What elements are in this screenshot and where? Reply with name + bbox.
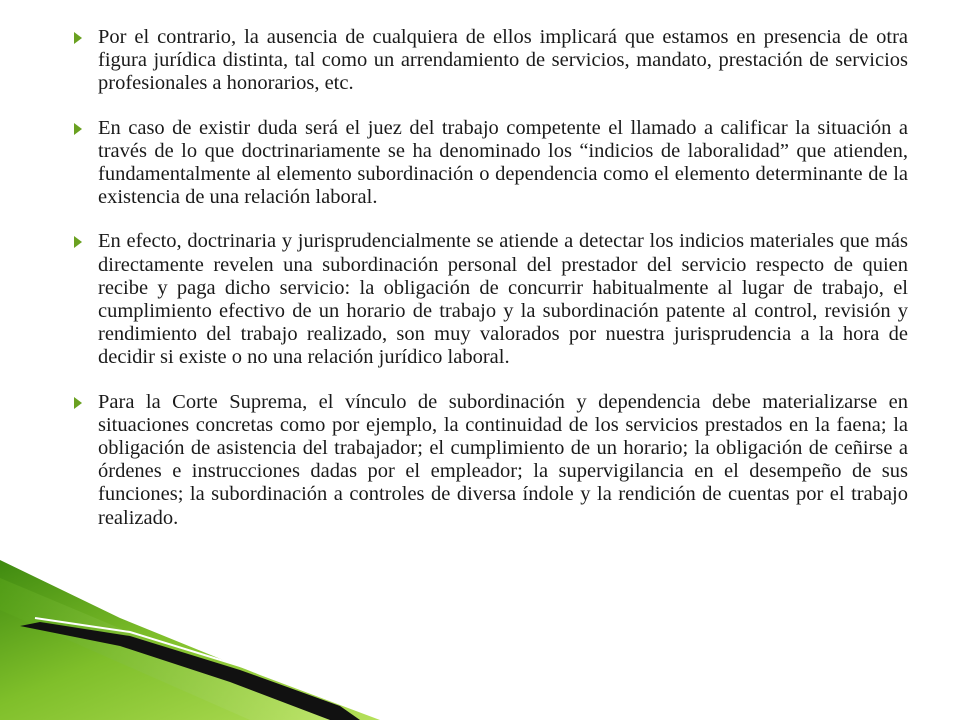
bullet-item	[74, 117, 908, 210]
bullet-item	[74, 391, 908, 530]
bullet-text: Para la Corte Suprema, el vínculo de subordinación y dependencia debe materializarse en situaciones concretas como por ejemplo, la continuidad de los servicios prestados en la faena; la obligación de asistencia del trabajador; el cumplimiento de un horario; la obligación de ceñirse a órdenes e instrucciones dadas por el empleador; la supervigilancia en el desempeño de sus funciones; la subordinación a controles de diversa índole y la rendición de cuentas por el trabajo realizado.	[98, 390, 908, 529]
bullet-text: En caso de existir duda será el juez del trabajo competente el llamado a calificar la situación a través de lo que doctrinariamente se ha denominado los “indicios de laboralidad” que atienden, fundamentalmente al elemento subordinación o dependencia como el elemento determinante de la existencia de una relación laboral.	[98, 116, 908, 209]
bullet-text: En efecto, doctrinaria y jurisprudencialmente se atiende a detectar los indicios materiales que más directamente revelen una subordinación personal del prestador del servicio respecto de quien recibe y paga dicho servicio: la obligación de concurrir habitualmente al lugar de trabajo, el cumplimiento efectivo de un horario de trabajo y la subordinación patente al control, revisión y rendimiento del trabajo realizado, son muy valorados por nuestra jurisprudencia a la hora de decidir si existe o no una relación jurídico laboral.	[98, 230, 908, 369]
arrow-bullet-icon	[74, 123, 82, 135]
bullet-item	[74, 26, 908, 96]
arrow-bullet-icon	[74, 397, 82, 409]
bullet-item	[74, 230, 908, 369]
arrow-bullet-icon	[74, 32, 82, 44]
corner-decoration	[0, 560, 960, 720]
bullet-list	[74, 26, 908, 551]
bullet-text: Por el contrario, la ausencia de cualquiera de ellos implicará que estamos en presencia de otra figura jurídica distinta, tal como un arrendamiento de servicios, mandato, prestación de servicios profesionales a honorarios, etc.	[98, 26, 908, 95]
green-band-shape	[0, 560, 380, 720]
arrow-bullet-icon	[74, 236, 82, 248]
